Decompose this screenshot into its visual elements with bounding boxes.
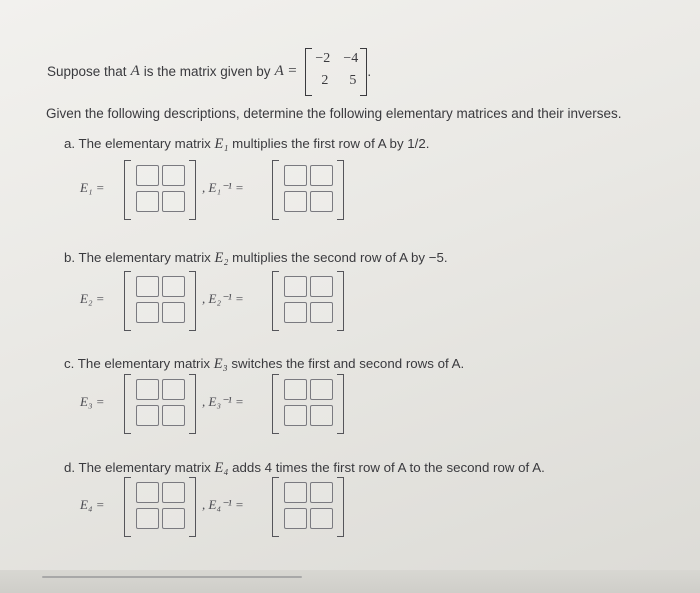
part-label [64, 136, 429, 153]
answer-cell-input[interactable] [136, 405, 159, 426]
answer-cell-input[interactable] [162, 191, 185, 212]
answer-cell-input[interactable] [162, 302, 185, 323]
right-bracket [189, 477, 196, 537]
part-label [64, 460, 545, 477]
matrix-label: E₄ = [80, 497, 105, 512]
left-bracket [124, 271, 131, 331]
right-bracket [360, 48, 367, 96]
answer-cell-input[interactable] [284, 508, 307, 529]
matrix-label: E₃ = [80, 394, 105, 409]
left-bracket [272, 160, 279, 220]
matrix-a [305, 48, 367, 94]
right-bracket [189, 271, 196, 331]
answer-cell-input[interactable] [136, 302, 159, 323]
intro-end: . [367, 63, 372, 79]
right-bracket [337, 271, 344, 331]
part-label [64, 250, 448, 267]
matrix-a-cell: −2 [315, 51, 331, 66]
left-bracket [272, 374, 279, 434]
answer-cell-input[interactable] [310, 165, 333, 186]
var-a: A [130, 62, 140, 79]
answer-cell-input[interactable] [136, 191, 159, 212]
answer-cell-input[interactable] [162, 379, 185, 400]
answer-cell-input[interactable] [162, 165, 185, 186]
part-label-suffix: adds 4 times the first row of A to the second row of A. [232, 460, 545, 475]
inverse-label: , E₄⁻¹ = [202, 497, 244, 512]
part-label-prefix: b. The elementary matrix [64, 250, 211, 265]
right-bracket [189, 160, 196, 220]
inverse-matrix-answer [272, 477, 344, 535]
matrix-label: E₂ = [80, 291, 105, 306]
answer-cell-input[interactable] [284, 191, 307, 212]
matrix-name: E₄ [214, 460, 229, 476]
left-bracket [305, 48, 312, 96]
right-bracket [337, 477, 344, 537]
inverse-matrix-answer [272, 160, 344, 218]
left-bracket [124, 160, 131, 220]
answer-cell-input[interactable] [136, 482, 159, 503]
matrix-answer [124, 271, 196, 329]
right-bracket [337, 374, 344, 434]
problem-intro [47, 48, 371, 94]
answer-cell-input[interactable] [162, 508, 185, 529]
matrix-answer [124, 160, 196, 218]
intro-mid: is the matrix given by [143, 63, 271, 79]
bottom-toolbar [0, 570, 700, 593]
matrix-name: E₁ [214, 136, 229, 152]
part-label-suffix: multiplies the first row of A by 1/2. [232, 136, 430, 151]
answer-row [80, 271, 380, 331]
answer-cell-input[interactable] [136, 379, 159, 400]
answer-cell-input[interactable] [284, 482, 307, 503]
left-bracket [124, 477, 131, 537]
matrix-a-cell: 2 [321, 73, 329, 88]
answer-cell-input[interactable] [310, 508, 333, 529]
answer-cell-input[interactable] [310, 191, 333, 212]
intro-prefix: Suppose that [47, 63, 127, 79]
matrix-answer [124, 477, 196, 535]
answer-row [80, 160, 380, 220]
answer-cell-input[interactable] [284, 405, 307, 426]
matrix-a-eq: A = [274, 62, 298, 79]
answer-cell-input[interactable] [136, 276, 159, 297]
matrix-label: E₁ = [80, 180, 105, 195]
answer-cell-input[interactable] [310, 405, 333, 426]
answer-row [80, 374, 380, 434]
part-label-suffix: switches the first and second rows of A. [231, 356, 465, 371]
part-label-suffix: multiplies the second row of A by −5. [232, 250, 448, 265]
matrix-a-cell: 5 [349, 73, 357, 88]
part-label-prefix: c. The elementary matrix [64, 356, 211, 371]
left-bracket [272, 477, 279, 537]
inverse-label: , E₃⁻¹ = [202, 394, 244, 409]
answer-cell-input[interactable] [136, 508, 159, 529]
inverse-label: , E₁⁻¹ = [202, 180, 244, 195]
answer-cell-input[interactable] [310, 276, 333, 297]
answer-cell-input[interactable] [162, 482, 185, 503]
answer-cell-input[interactable] [284, 302, 307, 323]
inverse-matrix-answer [272, 271, 344, 329]
left-bracket [272, 271, 279, 331]
inverse-label: , E₂⁻¹ = [202, 291, 244, 306]
matrix-name: E₃ [213, 356, 228, 372]
answer-row [80, 477, 380, 537]
part-label-prefix: a. The elementary matrix [64, 136, 211, 151]
matrix-answer [124, 374, 196, 432]
part-label-prefix: d. The elementary matrix [64, 460, 211, 475]
answer-cell-input[interactable] [162, 276, 185, 297]
right-bracket [337, 160, 344, 220]
answer-cell-input[interactable] [284, 276, 307, 297]
left-bracket [124, 374, 131, 434]
part-label [64, 356, 464, 373]
answer-cell-input[interactable] [136, 165, 159, 186]
problem-description: Given the following descriptions, determine the following elementary matrices and their inverses. [46, 106, 622, 121]
answer-cell-input[interactable] [284, 379, 307, 400]
right-bracket [189, 374, 196, 434]
answer-cell-input[interactable] [162, 405, 185, 426]
divider [42, 576, 302, 578]
answer-cell-input[interactable] [310, 302, 333, 323]
matrix-name: E₂ [214, 250, 229, 266]
answer-cell-input[interactable] [310, 482, 333, 503]
answer-cell-input[interactable] [310, 379, 333, 400]
matrix-a-cell: −4 [343, 51, 359, 66]
answer-cell-input[interactable] [284, 165, 307, 186]
inverse-matrix-answer [272, 374, 344, 432]
